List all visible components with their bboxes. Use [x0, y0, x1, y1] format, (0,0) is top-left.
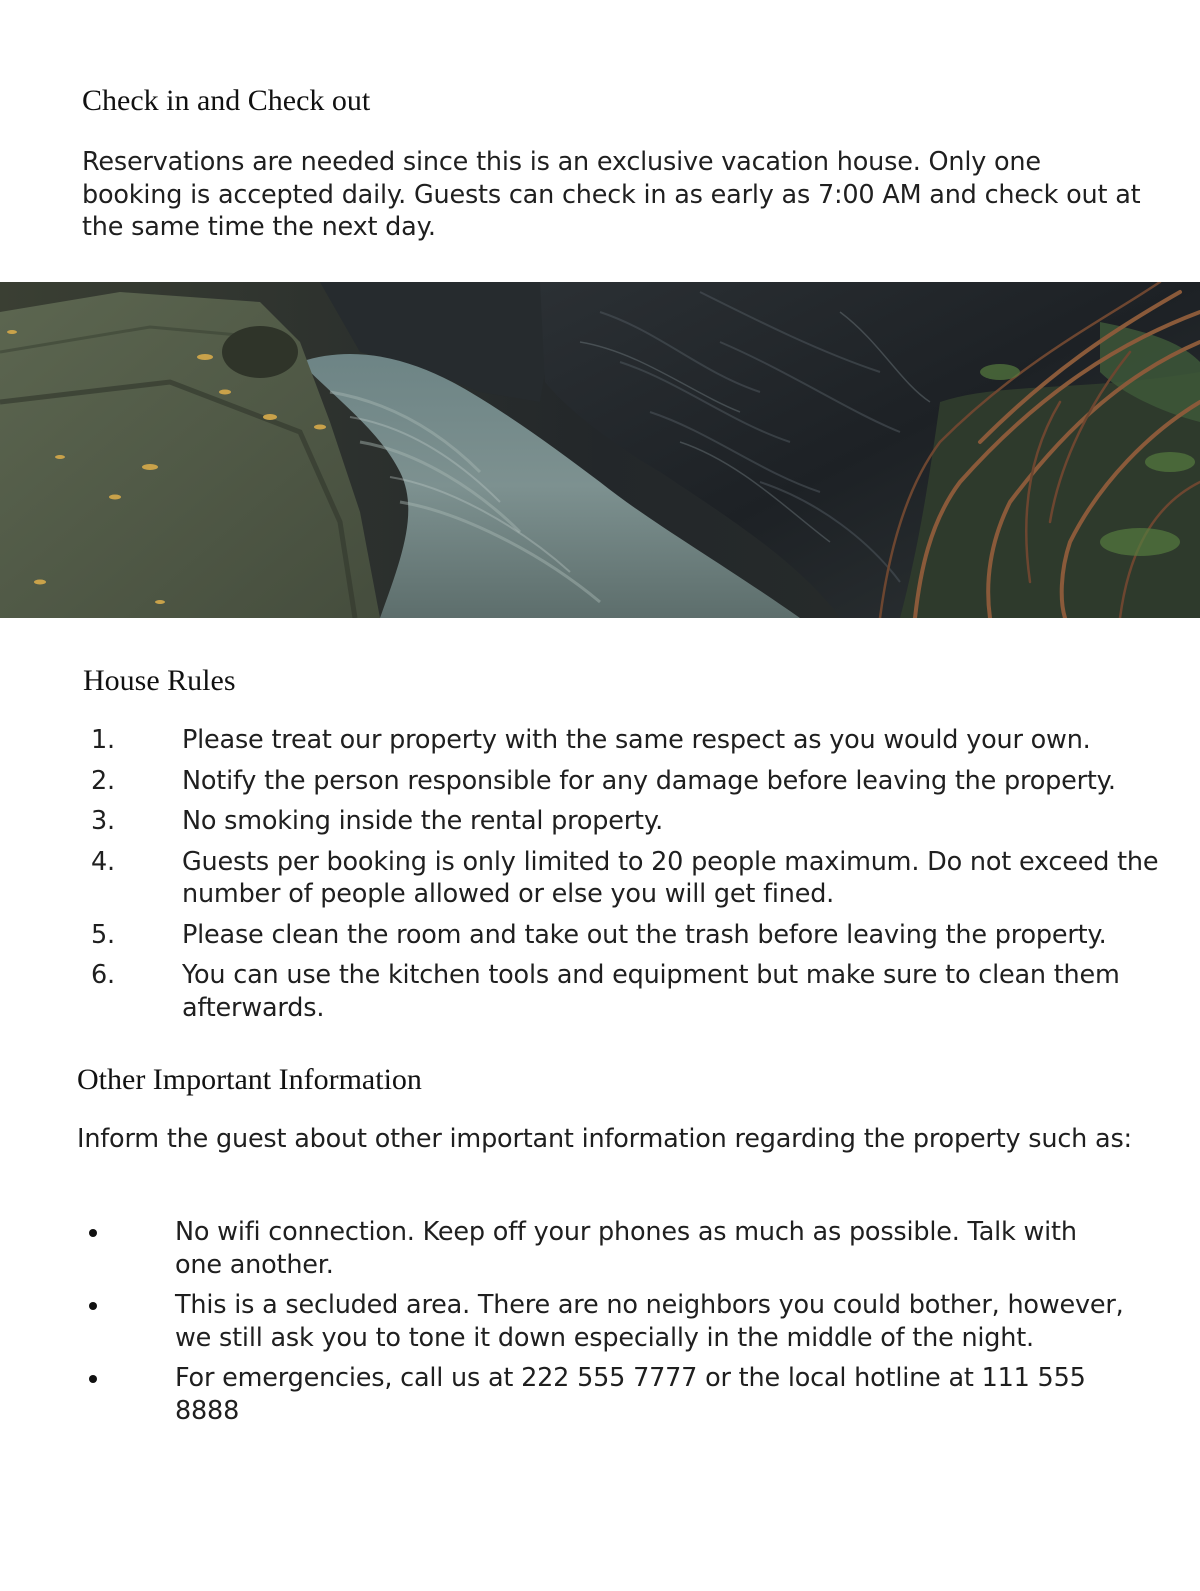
checkin-paragraph: Reservations are needed since this is an exclusive vacation house. Only one booking is accepted daily. Guests can check in as early as 7:00 AM and check out at the same time the next day. — [82, 147, 1141, 242]
list-number: 1. — [91, 725, 115, 755]
info-text: For emergencies, call us at 222 555 7777 or the local hotline at 111 555 8888 — [175, 1363, 1086, 1426]
list-number: 2. — [91, 765, 115, 796]
list-item — [82, 805, 1162, 838]
other-info-list — [77, 1216, 1127, 1435]
rule-text: No smoking inside the rental property. — [182, 806, 663, 836]
list-item — [82, 846, 1162, 911]
info-text: This is a secluded area. There are no neighbors you could bother, however, we still ask you to tone it down especially in the middle of the night. — [175, 1290, 1124, 1353]
list-item — [82, 724, 1162, 757]
house-rules-heading: House Rules — [83, 664, 236, 697]
list-item — [82, 765, 1162, 798]
info-text: No wifi connection. Keep off your phones as much as possible. Talk with one another. — [175, 1217, 1077, 1280]
checkin-heading: Check in and Check out — [82, 84, 371, 117]
other-info-paragraph: Inform the guest about other important information regarding the property such as: — [77, 1124, 1132, 1154]
list-item — [77, 1289, 1127, 1354]
list-number: 5. — [91, 919, 115, 950]
rule-text: Please clean the room and take out the trash before leaving the property. — [182, 919, 1107, 950]
bullet-icon — [89, 1375, 97, 1383]
list-item — [77, 1216, 1127, 1281]
list-item — [82, 959, 1162, 1024]
bullet-icon — [89, 1229, 97, 1237]
list-item — [82, 919, 1162, 952]
list-number: 4. — [91, 846, 115, 877]
list-number: 6. — [91, 960, 115, 990]
house-rules-list — [82, 724, 1162, 1032]
river-canyon-photo — [0, 282, 1200, 618]
other-info-heading: Other Important Information — [77, 1063, 422, 1096]
list-item — [77, 1362, 1127, 1427]
rule-text: Guests per booking is only limited to 20 people maximum. Do not exceed the number of people allowed or else you will get fined. — [182, 846, 1159, 909]
rule-text: Notify the person responsible for any damage before leaving the property. — [182, 765, 1116, 796]
rule-text: Please treat our property with the same respect as you would your own. — [182, 725, 1091, 755]
list-number: 3. — [91, 806, 115, 836]
bullet-icon — [89, 1302, 97, 1310]
rule-text: You can use the kitchen tools and equipment but make sure to clean them afterwards. — [182, 960, 1120, 1023]
